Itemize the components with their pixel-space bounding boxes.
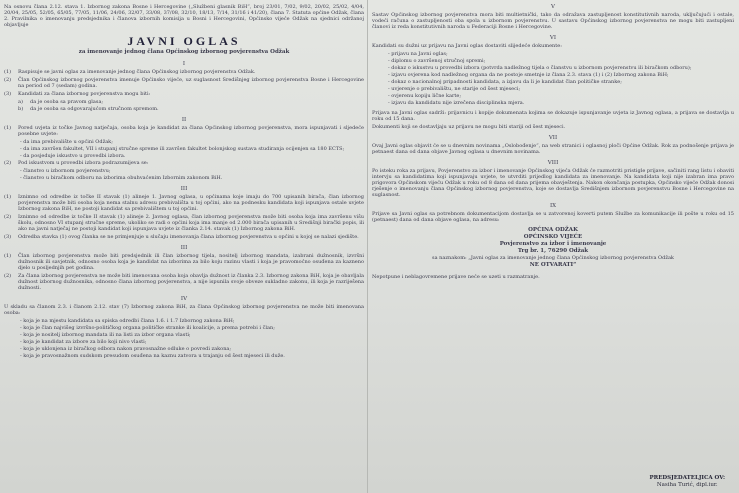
bullet-item: - koja je pravosnažnom sudskom presudom osuđena na kaznu zatvora u trajanju od šest mjeseci ili duže. <box>20 353 364 359</box>
address-line: OPĆINSKO VIJEĆE <box>523 234 583 240</box>
signature-block <box>650 475 726 489</box>
closing-text: Nepotpune i neblagovremene prijave neće se uzeti u razmatranje. <box>372 274 540 280</box>
address-line: NE OTVARATI“ <box>529 262 577 268</box>
section-vii-text: Ovaj Javni oglas objavit će se u dnevnim novinama „Oslobođenje“, na web stranici i oglasnoj ploči Općine Odžak. Rok za podnošenje prijava je petnaest dana od dana objave Javnog oglasa u dnevnim novinama. <box>372 143 734 155</box>
section-vi-intro: Kandidati su dužni uz prijavu na Javni oglas dostaviti slijedeće dokumente: <box>372 43 562 49</box>
list-item: (1) Raspisuje se javni oglas za imenovanje jednog člana Općinskog izbornog povjerenstva Odžak. <box>4 69 256 75</box>
bullet-item: - da posjeduje iskustvo u provedbi izbora. <box>20 153 364 159</box>
intro-paragraph: Na osnovu člana 2.12. stava 1. Izbornog zakona Bosne i Hercegovine („Službeni glasnik BiH“, broj 23/01, 7/02, 9/02, 20/02, 25/02, 4/04, 20/04, 25/05, 52/05, 65/05, 77/05, 11/06, 24/06, 32/07, 33/08, 37/08, 32/10, 18/13, 7/14, 31/16 i 41/20), člana 7. Statuta općine Odžak, člana 2. Pravilnika o imenovanju predsjednika i članova izbornih komisija u Bosni i Hercegovini, Općinsko vijeće Odžak na sjednici održanoj objavljuje <box>4 4 364 28</box>
bullet-item: - koja je nositelj izbornog mandata ili na listi za izbor organa vlasti; <box>20 332 364 338</box>
sub-item: a) da je osoba sa pravom glasa; <box>18 99 104 105</box>
bullet-item: - prijavu na Javni oglas; <box>388 51 734 57</box>
section-vi-text: Prijava na Javni oglas sadrži: prijavnicu i kopije dokumenata kojima se dokazuje ispunjavanje uvjeta iz Javnog oglasa, a prijava se dostavlja u roku od 15 dana. <box>372 110 734 122</box>
section-v-text: Sastav Općinskog izbornog povjerenstva mora biti multietnički, tako da odražava zastupljenost konstitutivnih naroda, uključujući i ostale, vodeći računa o zastupljenosti oba spola u izbornom povjerenstvu. U sastavu Općinskog izbornog povjerenstva ne mogu biti zastupljeni članovi iz reda konstitutivnih naroda u Federaciji Bosne i Hercegovine. <box>372 12 734 30</box>
address-line: Trg br. 1, 76290 Odžak <box>517 248 589 254</box>
section-viii-text: Po isteku roka za prijavu, Povjerenstvo za izbor i imenovanje Općinskog vijeća Odžak će razmotriti pristigle prijave, sačiniti rang listu i obaviti intervju sa kandidatima koji ispunjavaju uvjete, te utvrditi prijedlog kandidata za imenovanje. Na kandidata koji nije izabran ima pravo prigovora Općinskom vijeću Odžak u roku od 8 dana od dana prijema obavještenja. Nakon okončanja postupka, Općinsko vijeće Odžak donosi rješenje o imenovanju člana Općinskog izbornog povjerenstva, koje se dostavlja Središnjem izbornom povjerenstvu Bosne i Hercegovine na suglasnost. <box>372 168 734 198</box>
signature-role: PREDSJEDATELJICA OV: <box>649 475 725 481</box>
bullet-item: - članstvo u izbornom povjerenstvu; <box>20 168 364 174</box>
bullet-item: - koja je kandidat za izbore za bilo koji nivo vlasti; <box>20 339 364 345</box>
bullet-item: - dokaz o nacionalnoj pripadnosti kandidata, a izjavu da li je kandidat član političke stranke; <box>388 79 734 85</box>
list-item: (3) Kandidati za člana izbornog povjerenstva mogu biti: <box>4 91 151 97</box>
list-item: (2) Član Općinskog izbornog povjerenstva imenuje Općinsko vijeće, uz suglasnost Središnjeg izbornog povjerenstva Bosne i Hercegovine na period od 7 (sedam) godina. <box>4 77 364 89</box>
section-heading-ii: II <box>181 117 187 123</box>
section-iv-intro: U skladu sa članom 2.3. i članom 2.12. stav (7) Izbornog zakona BiH, za člana Općinskog izbornog povjerenstva ne može biti imenovana osoba: <box>4 304 364 316</box>
bullet-item: - koja je uklonjena iz biračkog odbora nakon pravosnažne odluke o povredi zakona; <box>20 346 364 352</box>
document-title: JAVNI OGLAS <box>127 34 241 48</box>
address-line: sa naznakom: „Javni oglas za imenovanje jednog člana Općinskog izbornog povjerenstva Odžak <box>432 255 674 261</box>
list-item: (2) Iznimno od odredbe iz točke II stavak (1) alineje 2. Javnog oglasa, član izbornog povjerenstva može biti osoba koja ima završenu višu školu, odnosno VI stupanj stručne spreme, ukoliko se radi o općini koja ima manje od 2.000 birača upisanih u Središnji birački popis, ili ako na javni natječaj ne postoji kandidat koji ispunjava uvjete iz članka 2.14. stavak (1) Izbornog zakona BiH. <box>4 214 364 232</box>
section-heading-i: I <box>182 61 186 67</box>
bullet-item: - koja je član najvišeg izvršno-političkog organa političke stranke ili koalicije, a prema potrebi i član; <box>20 325 364 331</box>
section-heading-ix: IX <box>549 203 557 209</box>
bullet-item: - uvjerenje o prebivalištu, ne starije od šest mjeseci; <box>388 86 734 92</box>
section-heading-vii: VII <box>548 135 558 141</box>
mailing-address <box>372 227 734 269</box>
signature-name: Nasiha Turić, dipl.iur. <box>656 482 718 488</box>
bullet-item: - da ima završen fakultet, VII i stupanj stručne spreme ili završen fakultet bolonjskog sustava studiranja ocijenjen sa 180 ECTS; <box>20 146 364 152</box>
list-item: (2) Pod iskustvom u provedbi izbora podrazumijeva se: <box>4 160 149 166</box>
section-vi-text-2: Dokumenti koji se dostavljaju uz prijavu ne mogu biti stariji od šest mjeseci. <box>372 124 566 130</box>
list-item: (3) Odredba stavka (1) ovog članka se ne primjenjuje u slučaju imenovanja člana izbornog povjerenstva u općini u kojoj se nalazi sjedište. <box>4 234 359 240</box>
bullet-item: - izjavu ovjerena kod nadležnog organa da ne postoje smetnje iz člana 2.3. stava (1) i (2) Izbornog zakona BiH; <box>388 72 734 78</box>
section-heading-v: V <box>551 4 555 10</box>
list-item: (1) Iznimno od odredbe iz točke II stavak (1) alineje 1. Javnog oglasa, u općinama koje imaju do 700 upisanih birača, član izbornog povjerenstva može biti osoba koja nema stalnu adresu prebivališta u toj općini, ako na podnesku kandidata koji ispunjava ostale uvjete Izbornog zakona BiH, ne postoji kandidat sa prebivalištem u toj općini. <box>4 194 364 212</box>
bullet-item: - da ima prebivalište u općini Odžak; <box>20 139 364 145</box>
section-ix-text: Prijave sa Javni oglas sa potrebnom dokumentacijom dostavlja se u zatvorenoj koverti putem Službe za komunikacije ili pošte u roku od 15 (petnaest) dana od dana objave oglasa, na adresu: <box>372 211 734 223</box>
list-item: (2) Za člana izbornog povjerenstva ne može biti imenovana osoba koja obavlja dužnost iz članka 2.3. Izbornog zakona BiH, koja je obavljala dužnost izbornog dužnosnika, odnosno člana izbornog povjerenstva, a nije ispunila svoje obveze sukladno zakonu, ili koja je razriješena dužnosti. <box>4 273 364 291</box>
bullet-item: - članstvo u biračkom odboru na izborima obuhvaćenim Izbornim zakonom BiH. <box>20 175 364 181</box>
list-item: (1) Član izbornog povjerenstva može biti predsjednik ili član izbornog tijela, nositelj izbornog mandata, izabrani dužnosnik, izvršni dužnosnik ili savjetnik, odnosno osoba koja je kandidat na izborima za bilo koju razinu vlasti i koja je pravomoćno osuđena za kazneno djelo u posljednjih pet godina. <box>4 253 364 271</box>
section-heading-iii-b: III <box>180 245 188 251</box>
left-column <box>4 4 364 360</box>
bullet-item: - diplomu o završenoj stručnoj spremi; <box>388 58 734 64</box>
right-column <box>372 4 734 282</box>
section-heading-iv: IV <box>180 296 188 302</box>
section-heading-viii: VIII <box>547 160 559 166</box>
address-line: Povjerenstvo za izbor i imenovanje <box>499 241 607 247</box>
section-heading-iii: III <box>180 186 188 192</box>
bullet-item: - ovjerenu kopiju lične karte; <box>388 93 734 99</box>
list-item: (1) Pored uvjeta iz točke Javnog natječaja, osoba koja je kandidat za člana Općinskog izbornog povjerenstva, mora ispunjavati i sljedeće posebne uvjete: <box>4 125 364 137</box>
address-line: OPĆINA ODŽAK <box>528 227 578 233</box>
bullet-item: - izjavu da kandidatu nije izrečena disciplinska mjera. <box>388 100 734 106</box>
document-subtitle: za imenovanje jednog člana Općinskog izbornog povjerenstva Odžak <box>78 49 290 55</box>
bullet-item: - koja je na mjestu kandidata sa spiska odredbi člana 1.6. i 1.7 Izbornog zakona BiH; <box>20 318 364 324</box>
sub-item: b) da je osoba sa odgovarajućom stručnom spremom. <box>18 106 159 112</box>
bullet-item: - dokaz o iskustvu u provedbi izbora (potvrda nadležnog tijela o članstvu u izbornom povjerenstvu ili biračkom odboru); <box>388 65 734 71</box>
section-heading-vi: VI <box>549 35 557 41</box>
column-divider <box>367 0 368 493</box>
